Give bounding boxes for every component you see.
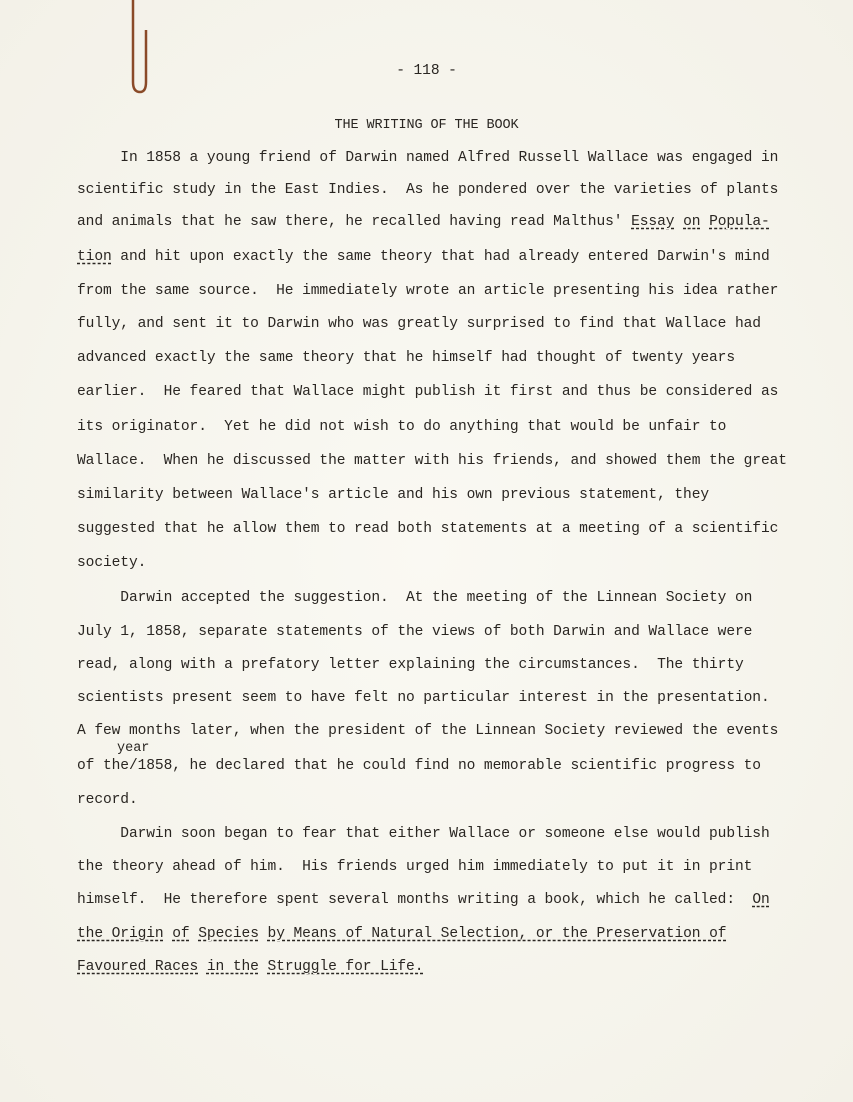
underlined-title-text: Favoured Races	[77, 959, 199, 975]
underlined-title-text: Popula-	[709, 214, 770, 230]
underlined-title-text: Essay	[631, 214, 675, 230]
text-segment: and animals that he saw there, he recalled having read Malthus'	[77, 214, 632, 230]
handwritten-insertion: year	[117, 741, 150, 756]
underlined-title-text: of	[172, 926, 190, 942]
text-line	[77, 757, 761, 775]
text-segment: earlier. He feared that Wallace might publish it first and thus be considered as	[77, 384, 779, 400]
text-segment: In 1858 a young friend of Darwin named Alfred Russell Wallace was engaged in	[77, 150, 779, 166]
text-line	[77, 486, 709, 504]
underlined-title-text: the Origin	[77, 926, 164, 942]
text-line	[77, 383, 778, 401]
underlined-title-text: Species	[198, 926, 259, 942]
text-segment	[674, 214, 683, 230]
text-line	[77, 213, 770, 231]
text-segment: of the/1858, he declared that he could find no memorable scientific progress to	[77, 758, 761, 774]
text-line	[77, 315, 761, 333]
text-segment	[190, 926, 199, 942]
text-segment: scientists present seem to have felt no particular interest in the presentation.	[77, 690, 770, 706]
text-line	[77, 858, 752, 876]
text-line	[77, 656, 744, 674]
text-segment: Wallace. When he discussed the matter with his friends, and showed them the great	[77, 453, 787, 469]
text-segment: its originator. Yet he did not wish to do anything that would be unfair to	[77, 419, 727, 435]
underlined-title-text: On	[752, 892, 770, 908]
text-line	[77, 181, 778, 199]
text-segment	[259, 959, 268, 975]
page-title: THE WRITING OF THE BOOK	[334, 118, 519, 133]
text-segment: fully, and sent it to Darwin who was greatly surprised to find that Wallace had	[77, 316, 761, 332]
text-line	[77, 349, 735, 367]
underlined-title-text: in the	[206, 959, 259, 975]
text-line	[77, 589, 752, 607]
paper-clip-mark	[128, 0, 150, 96]
text-line	[77, 452, 787, 470]
text-line	[77, 554, 146, 572]
text-line	[77, 623, 752, 641]
text-segment: advanced exactly the same theory that he himself had thought of twenty years	[77, 350, 735, 366]
underlined-title-text: Struggle for Life.	[267, 959, 424, 975]
underlined-title-text: on	[683, 214, 701, 230]
text-segment: July 1, 1858, separate statements of the views of both Darwin and Wallace were	[77, 624, 753, 640]
text-line	[77, 520, 778, 538]
page-number: - 118 -	[396, 63, 457, 79]
text-segment: Darwin accepted the suggestion. At the meeting of the Linnean Society on	[77, 590, 753, 606]
text-line	[77, 825, 770, 843]
text-segment: read, along with a prefatory letter explaining the circumstances. The thirty	[77, 657, 744, 673]
text-line	[77, 689, 770, 707]
text-line	[77, 958, 423, 976]
text-segment: from the same source. He immediately wrote an article presenting his idea rather	[77, 283, 779, 299]
text-segment: A few months later, when the president of the Linnean Society reviewed the events	[77, 723, 779, 739]
text-line	[77, 722, 778, 740]
text-line	[77, 791, 138, 809]
text-segment: record.	[77, 792, 138, 808]
underlined-title-text: by Means of Natural Selection, or the Preservation of	[267, 926, 727, 942]
underlined-title-text: tion	[77, 249, 112, 265]
text-segment: the theory ahead of him. His friends urged him immediately to put it in print	[77, 859, 753, 875]
text-segment	[259, 926, 268, 942]
text-line	[77, 418, 726, 436]
text-line	[77, 925, 726, 943]
text-line	[77, 891, 770, 909]
text-segment: suggested that he allow them to read both statements at a meeting of a scientific	[77, 521, 779, 537]
text-segment: scientific study in the East Indies. As he pondered over the varieties of plants	[77, 182, 779, 198]
text-segment	[164, 926, 173, 942]
text-line	[77, 248, 770, 266]
text-segment: society.	[77, 555, 147, 571]
text-segment: and hit upon exactly the same theory that had already entered Darwin's mind	[111, 249, 770, 265]
text-line	[77, 149, 778, 167]
text-segment	[700, 214, 709, 230]
text-segment: Darwin soon began to fear that either Wallace or someone else would publish	[77, 826, 770, 842]
text-segment: similarity between Wallace's article and his own previous statement, they	[77, 487, 710, 503]
text-line	[77, 282, 778, 300]
text-segment	[198, 959, 207, 975]
text-segment: himself. He therefore spent several months writing a book, which he called:	[77, 892, 753, 908]
